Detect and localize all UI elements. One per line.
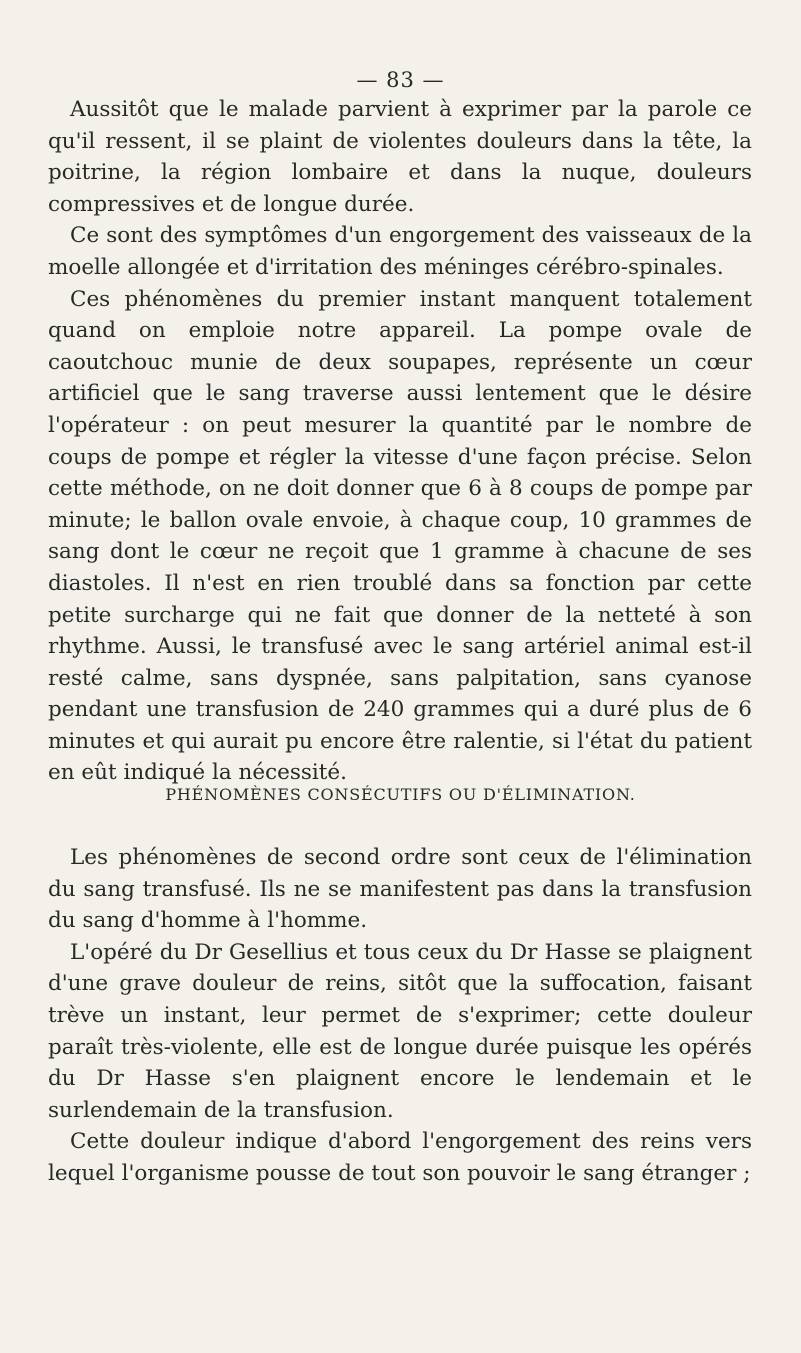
paragraph: Les phénomènes de second ordre sont ceux de l'élimination du sang transfusé. Ils ne se manifestent pas dans la transfusion du sang d'homme à l'homme.	[48, 845, 752, 934]
paragraph: L'opéré du Dr Gesellius et tous ceux du Dr Hasse se plaignent d'une grave douleur de reins, sitôt que la suffocation, faisant trève un instant, leur permet de s'exprimer; cette douleur paraît très-violente, elle est de longue durée puisque les opérés du Dr Hasse s'en plaignent encore le lendemain et le surlendemain de la transfusion.	[48, 939, 752, 1123]
paragraph: Cette douleur indique d'abord l'engorgement des reins vers lequel l'organisme pousse de tout son pouvoir le sang étranger ;	[48, 1129, 752, 1186]
section-heading: PHÉNOMÈNES CONSÉCUTIFS OU D'ÉLIMINATION.	[165, 785, 636, 804]
page-number: — 83 —	[356, 68, 445, 92]
body-text-after-heading	[48, 842, 752, 1190]
body-text-before-heading	[48, 94, 752, 789]
paragraph: Ce sont des symptômes d'un engorgement des vaisseaux de la moelle allongée et d'irritation des méninges cérébro-spinales.	[48, 223, 752, 280]
paragraph: Ces phénomènes du premier instant manquent totalement quand on emploie notre appareil. La pompe ovale de caoutchouc munie de deux soupapes, représente un cœur artificiel que le sang traverse aussi lentement que le désire l'opérateur : on peut mesurer la quantité par le nombre de coups de pompe et régler la vitesse d'une façon précise. Selon cette méthode, on ne doit donner que 6 à 8 coups de pompe par minute; le ballon ovale envoie, à chaque coup, 10 grammes de sang dont le cœur ne reçoit que 1 gramme à chacune de ses diastoles. Il n'est en rien troublé dans sa fonction par cette petite surcharge qui ne fait que donner de la netteté à son rhythme. Aussi, le transfusé avec le sang artériel animal est-il resté calme, sans dyspnée, sans palpitation, sans cyanose pendant une transfusion de 240 grammes qui a duré plus de 6 minutes et qui aurait pu encore être ralentie, si l'état du patient en eût indiqué la nécessité.	[48, 286, 752, 786]
paragraph: Aussitôt que le malade parvient à exprimer par la parole ce qu'il ressent, il se plaint de violentes douleurs dans la tête, la poitrine, la région lombaire et dans la nuque, douleurs compressives et de longue durée.	[48, 97, 752, 217]
